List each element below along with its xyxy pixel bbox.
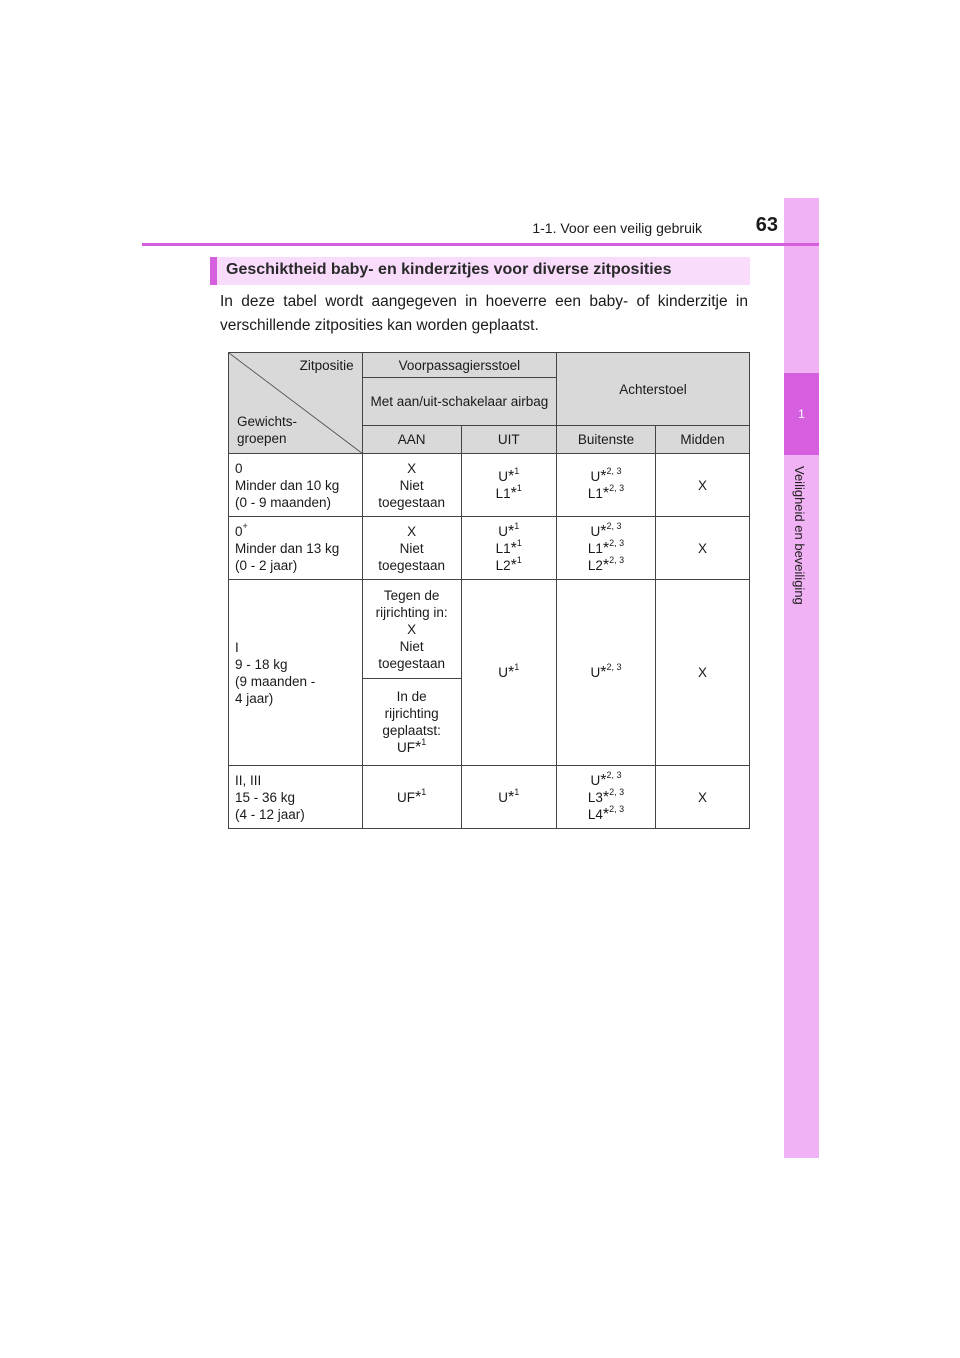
header-midden: Midden bbox=[655, 426, 749, 454]
uit-cell: U*$^1$ bbox=[461, 580, 557, 766]
aan-cell-rear-facing: Tegen de rijrichting in: X Niet toegestaan bbox=[362, 580, 461, 679]
header-buitenste: Buitenste bbox=[557, 426, 656, 454]
buitenste-cell: U*$^{2, 3}$ L3*$^{2, 3}$ L4*$^{2, 3}$ bbox=[557, 766, 656, 829]
chapter-number: 1 bbox=[784, 373, 819, 455]
table-row bbox=[229, 454, 750, 517]
aan-cell: X Niet toegestaan bbox=[362, 517, 461, 580]
midden-cell: X bbox=[655, 517, 749, 580]
table-row bbox=[229, 766, 750, 829]
section-title: Geschiktheid baby- en kinderzitjes voor diverse zitposities bbox=[226, 261, 672, 278]
section-heading bbox=[210, 257, 750, 285]
side-tab bbox=[784, 198, 819, 1158]
weight-group-cell: II, III 15 - 36 kg (4 - 12 jaar) bbox=[229, 766, 363, 829]
header-airbag-switch: Met aan/uit-schakelaar airbag bbox=[362, 378, 556, 426]
aan-cell: X Niet toegestaan bbox=[362, 454, 461, 517]
corner-label-weight-groups: Gewichts- groepen bbox=[237, 414, 298, 446]
chapter-label: Veiligheid en beveiliging bbox=[792, 466, 807, 605]
corner-label-seat-position: Zitpositie bbox=[299, 358, 354, 373]
buitenste-cell: U*$^{2, 3}$ bbox=[557, 580, 656, 766]
uit-cell: U*$^1$ L1*$^1$ L2*$^1$ bbox=[461, 517, 557, 580]
weight-group-cell: 0 Minder dan 10 kg (0 - 9 maanden) bbox=[229, 454, 363, 517]
aan-cell: UF*$^1$ bbox=[362, 766, 461, 829]
section-accent bbox=[210, 257, 217, 285]
buitenste-cell: U*$^{2, 3}$ L1*$^{2, 3}$ bbox=[557, 454, 656, 517]
table-row bbox=[229, 517, 750, 580]
header-rule bbox=[142, 243, 819, 246]
header-aan: AAN bbox=[362, 426, 461, 454]
intro-paragraph: In deze tabel wordt aangegeven in hoeverre een baby- of kinderzitje in verschillende zitposities kan worden geplaatst. bbox=[220, 293, 748, 334]
midden-cell: X bbox=[655, 766, 749, 829]
uit-cell: U*$^1$ bbox=[461, 766, 557, 829]
page-number: 63 bbox=[755, 214, 778, 236]
header-section-title: 1-1. Voor een veilig gebruik bbox=[532, 220, 702, 236]
uit-cell: U*$^1$ L1*$^1$ bbox=[461, 454, 557, 517]
buitenste-cell: U*$^{2, 3}$ L1*$^{2, 3}$ L2*$^{2, 3}$ bbox=[557, 517, 656, 580]
header-rear-seat: Achterstoel bbox=[557, 353, 750, 426]
header-front-passenger-seat: Voorpassagiersstoel bbox=[362, 353, 556, 378]
weight-group-cell: I 9 - 18 kg (9 maanden - 4 jaar) bbox=[229, 580, 363, 766]
table-corner-cell bbox=[229, 353, 363, 454]
seat-suitability-table bbox=[228, 352, 750, 829]
weight-group-cell: 0+ Minder dan 13 kg (0 - 2 jaar) bbox=[229, 517, 363, 580]
midden-cell: X bbox=[655, 454, 749, 517]
table-row bbox=[229, 580, 750, 679]
aan-cell-forward-facing: In de rijrichting geplaatst: UF*$^1$ bbox=[362, 679, 461, 766]
midden-cell: X bbox=[655, 580, 749, 766]
header-uit: UIT bbox=[461, 426, 557, 454]
